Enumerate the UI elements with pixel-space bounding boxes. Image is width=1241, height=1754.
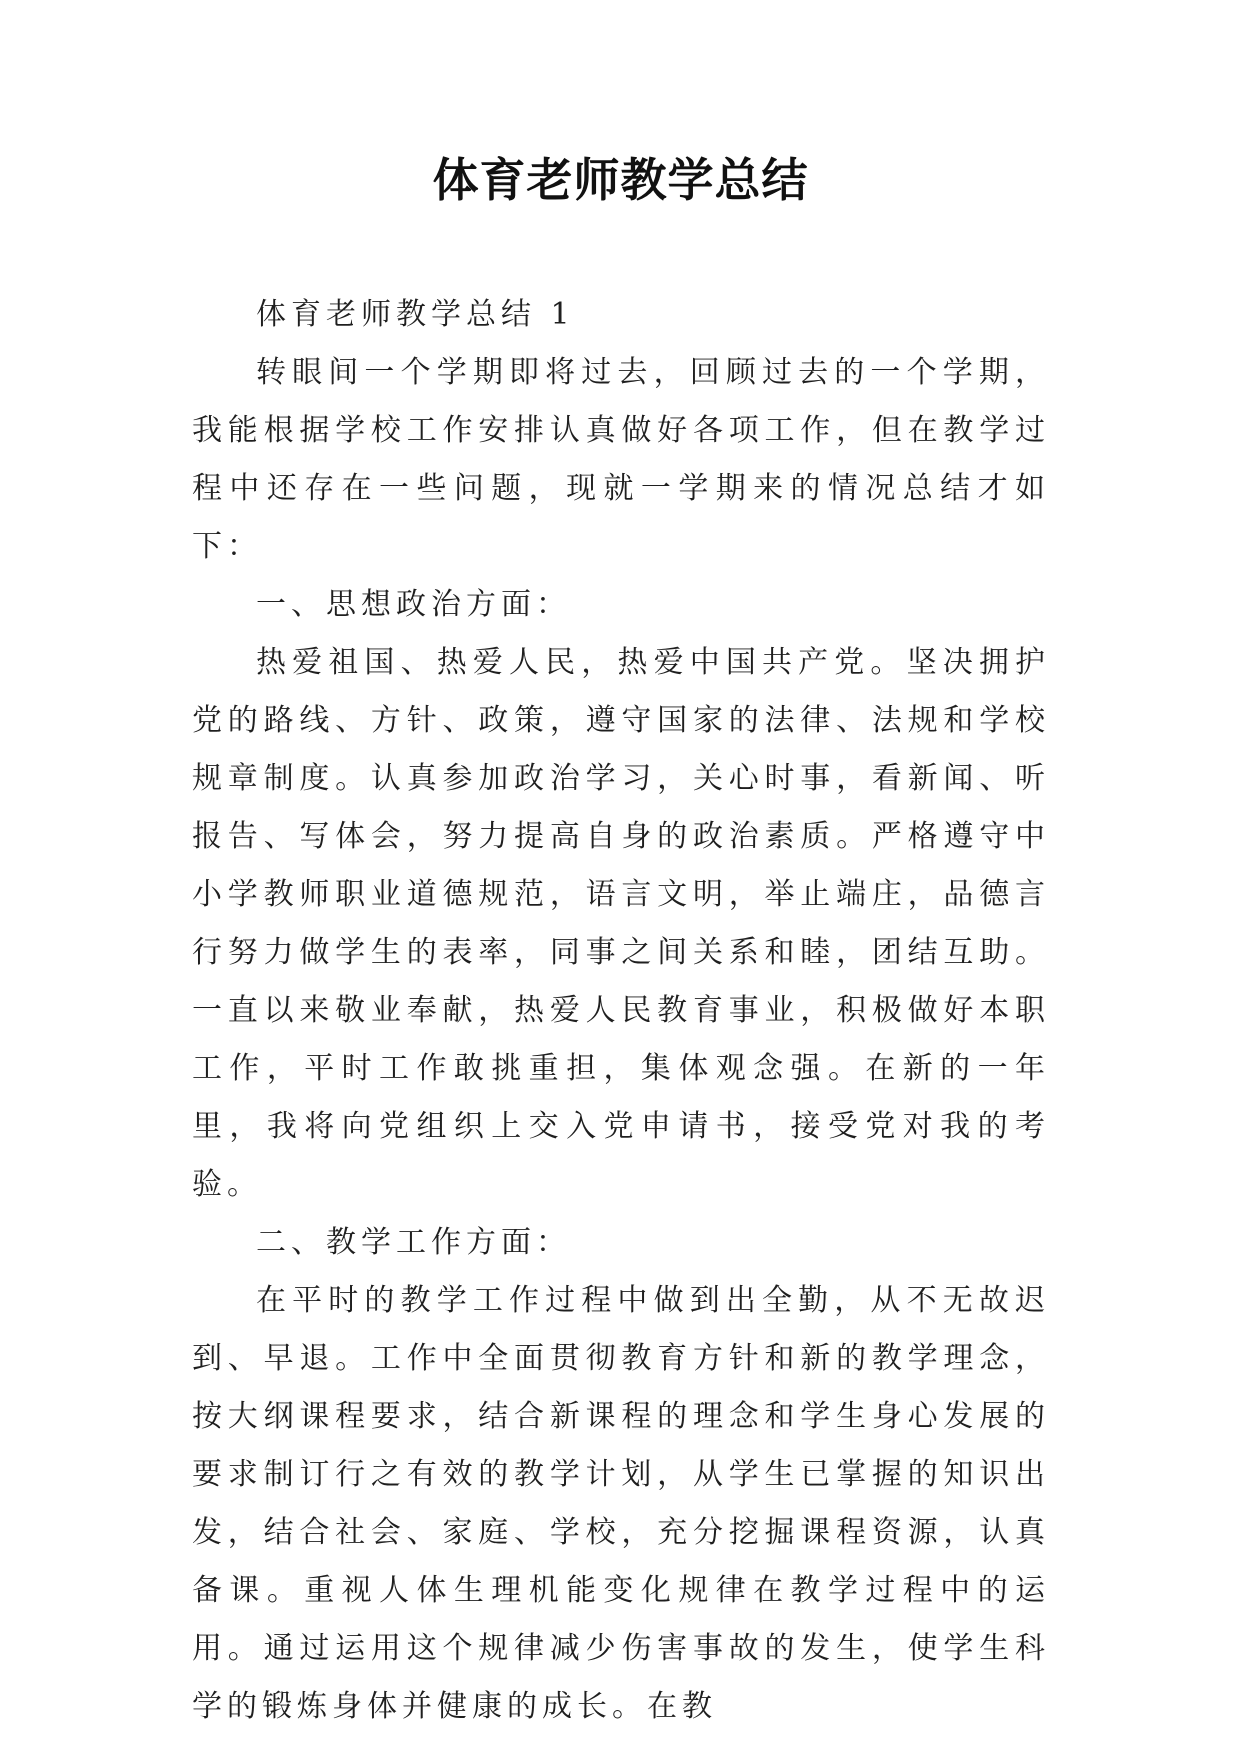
- document-body: [192, 286, 1050, 1736]
- section-heading: 体育老师教学总结 1: [256, 297, 575, 332]
- document-title: 体育老师教学总结: [432, 153, 809, 207]
- paragraph: 热爱祖国、热爱人民，热爱中国共产党。坚决拥护党的路线、方针、政策，遵守国家的法律、法规和学校规章制度。认真参加政治学习，关心时事，看新闻、听报告、写体会，努力提高自身的政治素质。严格遵守中小学教师职业道德规范，语言文明，举止端庄，品德言行努力做学生的表率，同事之间关系和睦，团结互助。一直以来敬业奉献，热爱人民教育事业，积极做好本职工作，平时工作敢挑重担，集体观念强。在新的一年里，我将向党组织上交入党申请书，接受党对我的考验。: [192, 645, 1050, 1202]
- paragraph: 转眼间一个学期即将过去，回顾过去的一个学期，我能根据学校工作安排认真做好各项工作，但在教学过程中还存在一些问题，现就一学期来的情况总结才如下：: [192, 355, 1050, 564]
- section-heading: 一、思想政治方面：: [256, 587, 571, 622]
- paragraph: 在平时的教学工作过程中做到出全勤，从不无故迟到、早退。工作中全面贯彻教育方针和新的教学理念，按大纲课程要求，结合新课程的理念和学生身心发展的要求制订行之有效的教学计划，从学生已掌握的知识出发，结合社会、家庭、学校，充分挖掘课程资源，认真备课。重视人体生理机能变化规律在教学过程中的运用。通过运用这个规律减少伤害事故的发生，使学生科学的锻炼身体并健康的成长。在教: [192, 1283, 1050, 1724]
- section-heading: 二、教学工作方面：: [256, 1225, 571, 1260]
